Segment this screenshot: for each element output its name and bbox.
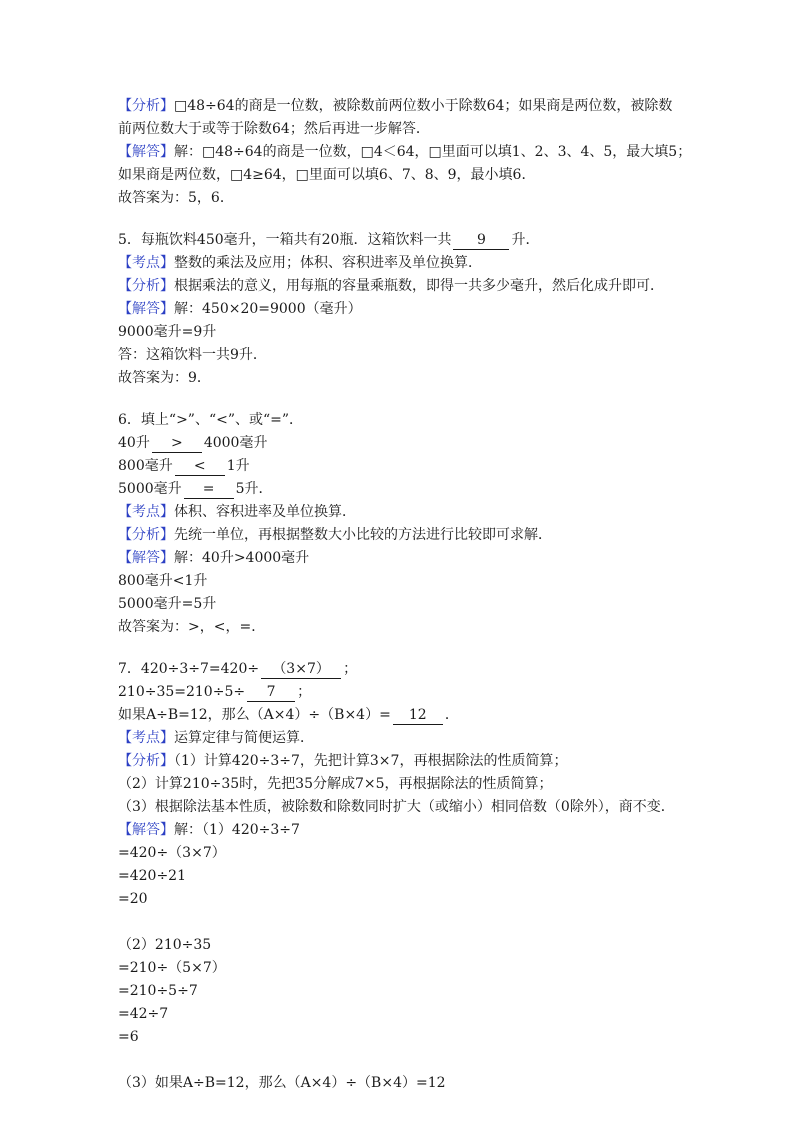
q5-stem-end: 升．: [511, 232, 540, 248]
q5-stem: [118, 230, 539, 250]
q7-stem3-right: ．: [444, 707, 459, 723]
kaodian-tag: 【考点】: [118, 255, 174, 271]
q5-answer: [118, 299, 362, 319]
q6-row1-blank: >: [152, 434, 202, 453]
q7-analysis: [118, 751, 567, 771]
q6-row1: [118, 433, 267, 453]
q6-row1-right: 4000毫升: [203, 435, 268, 451]
q7-analysis-line3: （3）根据除法基本性质，被除数和除数同时扩大（或缩小）相同倍数（0除外），商不变．: [118, 799, 675, 815]
q7-answer-text: 解：（1）420÷3÷7: [174, 822, 300, 838]
q5-kaodian-text: 整数的乘法及应用；体积、容积进率及单位换算．: [174, 255, 482, 271]
q7-stem2-left: 210÷35=210÷5÷: [118, 684, 246, 700]
answer-tag: 【解答】: [118, 550, 174, 566]
p0-analysis-line1: [118, 96, 672, 116]
q6-answer-text: 解：40升>4000毫升: [174, 550, 310, 566]
q5-analysis: [118, 276, 664, 296]
q7-stem3: [118, 705, 459, 725]
q7-step-b1: =210÷（5×7）: [118, 960, 226, 976]
analysis-tag: 【分析】: [118, 527, 174, 543]
q7-step-b3: =42÷7: [118, 1006, 169, 1022]
q7-kaodian: [118, 728, 314, 748]
q7-analysis-line2: （2）计算210÷35时，先把35分解成7×5，再根据除法的性质简算；: [118, 776, 553, 792]
q7-stem2-blank: 7: [247, 683, 295, 702]
q7-step-b4: =6: [118, 1029, 139, 1045]
p0-answer-line1: [118, 142, 691, 162]
q7-stem1-right: ；: [343, 661, 358, 677]
p0-analysis-text1: □48÷64的商是一位数，被除数前两位数小于除数64；如果商是两位数，被除数: [174, 98, 673, 114]
q7-stem3-blank: 12: [393, 706, 443, 725]
q6-row3-right: 5升．: [235, 481, 273, 497]
q7-stem1: [118, 659, 357, 679]
q6-kaodian: [118, 502, 356, 522]
q5-answer-blank: 9: [453, 231, 509, 250]
q6-row2: [118, 456, 250, 476]
q7-step-c0: （3）如果A÷B=12，那么（A×4）÷（B×4）=12: [118, 1075, 446, 1091]
q6-row1-left: 40升: [118, 435, 150, 451]
p0-answer-line2: 如果商是两位数，□4≥64，□里面可以填6、7、8、9，最小填6．: [118, 167, 536, 183]
p0-answer-text1: 解：□48÷64的商是一位数，□4＜64，□里面可以填1、2、3、4、5，最大填5；: [174, 144, 692, 160]
answer-tag: 【解答】: [118, 822, 174, 838]
kaodian-tag: 【考点】: [118, 504, 174, 520]
analysis-tag: 【分析】: [118, 98, 174, 114]
q6-row3: [118, 479, 273, 499]
answer-tag: 【解答】: [118, 144, 174, 160]
kaodian-tag: 【考点】: [118, 730, 174, 746]
p0-analysis-line2: 前两位数大于或等于除数64；然后再进一步解答．: [118, 121, 430, 137]
analysis-tag: 【分析】: [118, 753, 174, 769]
q7-analysis-text1: （1）计算420÷3÷7，先把计算3×7，再根据除法的性质简算；: [174, 753, 568, 769]
answer-tag: 【解答】: [118, 301, 174, 317]
q6-answer: [118, 548, 309, 568]
q6-row2-left: 800毫升: [118, 458, 173, 474]
q7-step-b2: =210÷5÷7: [118, 983, 198, 999]
q6-answer-line2: 800毫升<1升: [118, 573, 208, 589]
p0-final-answer: 故答案为：5，6．: [118, 190, 234, 206]
q5-answer-line2: 9000毫升=9升: [118, 324, 217, 340]
q7-stem2-right: ；: [297, 684, 312, 700]
q5-answer-line3: 答：这箱饮料一共9升．: [118, 347, 267, 363]
q7-kaodian-text: 运算定律与简便运算．: [174, 730, 314, 746]
q5-stem-text: 5．每瓶饮料450毫升，一箱共有20瓶．这箱饮料一共: [118, 232, 452, 248]
q7-stem2: [118, 682, 311, 702]
q5-answer-text: 解：450×20=9000（毫升）: [174, 301, 362, 317]
q7-stem1-blank: （3×7）: [261, 660, 341, 679]
q6-final-answer: 故答案为：>，<，=．: [118, 619, 266, 635]
q7-answer: [118, 820, 300, 840]
q6-row3-left: 5000毫升: [118, 481, 182, 497]
q5-kaodian: [118, 253, 482, 273]
q6-row2-blank: <: [175, 457, 225, 476]
q7-step-b0: （2）210÷35: [118, 937, 212, 953]
q5-analysis-text: 根据乘法的意义，用每瓶的容量乘瓶数，即得一共多少毫升，然后化成升即可．: [174, 278, 664, 294]
q6-analysis-text: 先统一单位，再根据整数大小比较的方法进行比较即可求解．: [174, 527, 552, 543]
q5-final-answer: 故答案为：9．: [118, 370, 211, 386]
q6-stem: 6．填上“>”、“<”、或“=”．: [118, 412, 304, 428]
q6-row3-blank: =: [184, 480, 234, 499]
analysis-tag: 【分析】: [118, 278, 174, 294]
q7-stem1-left: 7．420÷3÷7=420÷: [118, 661, 260, 677]
q7-stem3-left: 如果A÷B=12，那么（A×4）÷（B×4）=: [118, 707, 391, 723]
q7-step-a2: =420÷21: [118, 868, 186, 884]
q6-row2-right: 1升: [226, 458, 250, 474]
q7-step-a1: =420÷（3×7）: [118, 845, 226, 861]
q6-kaodian-text: 体积、容积进率及单位换算．: [174, 504, 356, 520]
q6-analysis: [118, 525, 552, 545]
q6-answer-line3: 5000毫升=5升: [118, 596, 217, 612]
q7-step-a3: =20: [118, 891, 148, 907]
